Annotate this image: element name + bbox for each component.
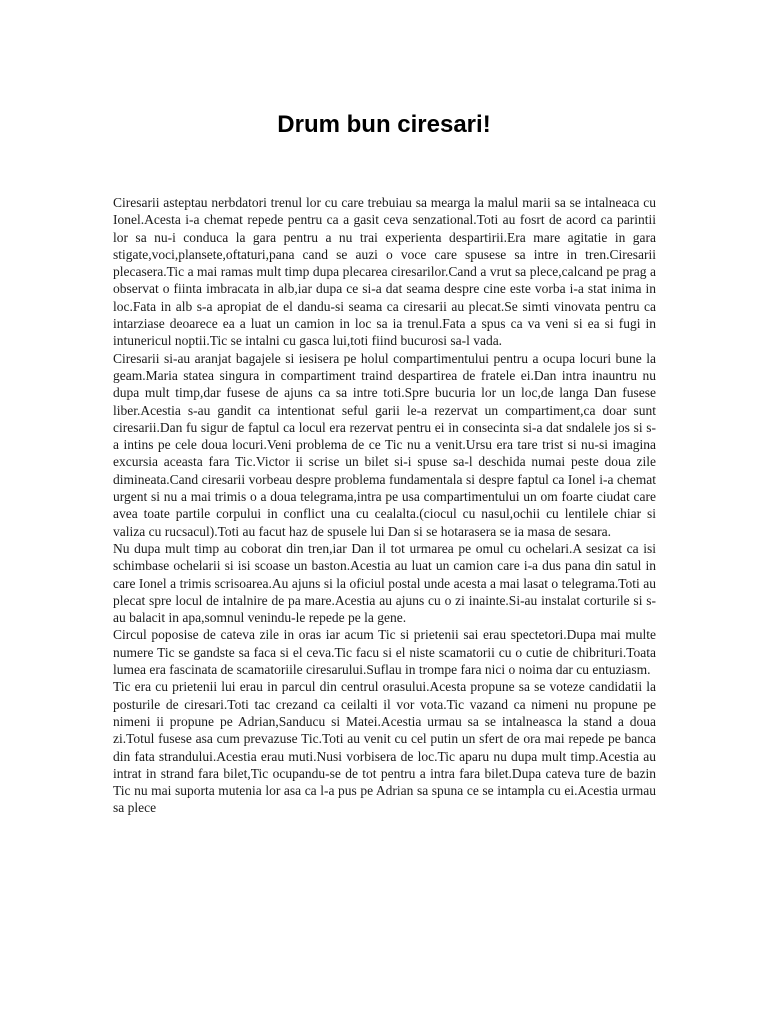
paragraph: Circul poposise de cateva zile in oras iar acum Tic si prietenii sai erau spectetori.Dupa mai multe numere Tic se gandste sa faca si el ceva.Tic facu si el niste scamatorii cu o cutie de chibrituri.Toata lumea era fascinata de scamatoriile ciresarului.Suflau in trompe fara nici o noima dar cu entuziasm.	[113, 627, 656, 678]
paragraph: Ciresarii asteptau nerbdatori trenul lor cu care trebuiau sa mearga la malul marii sa se intalneaca cu Ionel.Acesta i-a chemat repede pentru ca a gasit ceva senzational.Toti au fosrt de acord ca parintii lor sa nu-i conduca la gara pentru a nu trai experienta despartirii.Era mare agitatie in gara stigate,voci,plansete,oftaturi,pana cand se auzi o voce care spusese sa intre in tren.Ciresarii plecasera.Tic a mai ramas mult timp dupa plecarea ciresarilor.Cand a vrut sa plece,calcand pe prag a observat o fiinta imbracata in alb,iar dupa ce si-a dat seama despre cine este vorba i-a stat inima in loc.Fata in alb s-a apropiat de el dandu-si seama ca ciresarii au plecat.Se simti vinovata pentru ca intarziase deoarece ea a luat un camion in loc sa ia trenul.Fata a spus ca va veni si ea si fugi in intunericul noptii.Tic se intalni cu gasca lui,toti fiind bucurosi sa-l vada.	[113, 195, 656, 349]
document-title: Drum bun ciresari!	[277, 111, 491, 138]
document-body	[113, 194, 656, 817]
paragraph: Ciresarii si-au aranjat bagajele si iesisera pe holul compartimentului pentru a ocupa locuri bune la geam.Maria statea singura in compartiment traind despartirea de fratele ei.Dan intra inauntru nu dupa mult timp,dar fusese de ajuns ca sa intre toti.Spre bucuria lor un loc,de langa Dan fusese liber.Acestia s-au gandit ca intentionat seful garii le-a rezervat un compartiment,ca doar sunt ciresarii.Dan fu sigur de faptul ca locul era rezervat pentru ei in consecinta si-a dat sndalele jos si s-a intins pe cele doua locuri.Veni problema de ce Tic nu a venit.Ursu era tare trist si nu-si imagina excursia aceasta fara Tic.Victor ii scrise un bilet si-i spuse sa-l deschida numai peste doua zile dimineata.Cand ciresarii vorbeau despre problema fundamentala si despre faptul ca Ionel i-a chemat urgent si nu a mai trimis o a doua telegrama,intra pe usa compartimentului un om foarte ciudat care avea toate partile corpului in conflict una cu cealalta.(ciocul cu nasul,ochii cu lentilele chiar si valiza cu rucsacul).Toti au facut haz de spusele lui Dan si se hotarasera se ia masa de sesara.	[113, 350, 656, 539]
paragraph: Nu dupa mult timp au coborat din tren,iar Dan il tot urmarea pe omul cu ochelari.A sesizat ca isi schimbase ochelarii si isi scoase un baston.Acestia au luat un camion care i-a dus pana din satul in care Ionel a trimis scrisoarea.Au ajuns si la oficiul postal unde acesta a mai lasat o telegrama.Toti au plecat spre locul de intalnire de pa mare.Acestia au ajuns cu o zi inainte.Si-au instalat corturile si s-au balacit in apa,somnul venindu-le repede pe la gene.	[113, 540, 656, 626]
paragraph: Tic era cu prietenii lui erau in parcul din centrul orasului.Acesta propune sa se voteze candidatii la posturile de ciresari.Toti tac crezand ca ceilalti il vor vota.Tic vazand ca nimeni nu propune pe nimeni ii propune pe Adrian,Sanducu si Matei.Acestia urmau sa se intalneasca la stand a doua zi.Totul fusese asa cum prevazuse Tic.Toti au venit cu cel putin un sfert de ora mai repede pe banca din fata strandului.Acestia erau muti.Nusi vorbisera de loc.Tic aparu nu dupa mult timp.Acestia au intrat in strand fara bilet,Tic ocupandu-se de tot pentru a intra fara bilet.Dupa cateva ture de bazin Tic nu mai suporta mutenia lor asa ca l-a pus pe Adrian sa spuna ce se intampla cu ei.Acestia urmau sa plece	[113, 679, 656, 816]
